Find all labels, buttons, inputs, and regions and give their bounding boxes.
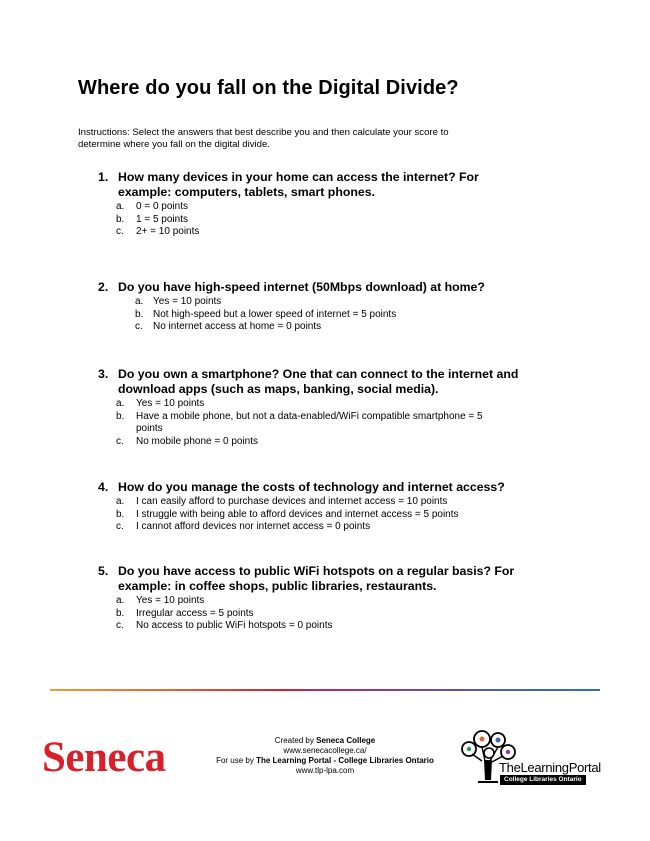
for-use-by-prefix: For use by <box>216 756 257 765</box>
created-by-prefix: Created by <box>274 736 317 745</box>
answer-option[interactable] <box>98 509 568 522</box>
option-letter: c. <box>116 226 124 237</box>
option-letter: b. <box>116 213 125 225</box>
option-text: I can easily afford to purchase devices and internet access = 10 points <box>136 496 448 507</box>
option-text: Irregular access = 5 points <box>136 607 254 619</box>
answer-option[interactable] <box>98 521 568 534</box>
option-text: 2+ = 10 points <box>136 226 200 237</box>
for-use-by-line <box>200 756 450 766</box>
answer-options <box>98 595 568 633</box>
for-use-by-name: The Learning Portal - College Libraries Ontario <box>256 756 434 765</box>
answer-option[interactable] <box>98 296 568 309</box>
answer-option[interactable] <box>98 226 568 239</box>
answer-option[interactable] <box>98 608 568 621</box>
question-4 <box>98 480 568 534</box>
question-number: 2. <box>98 280 109 294</box>
seneca-website[interactable]: www.senecacollege.ca/ <box>283 746 367 755</box>
instructions <box>78 127 558 151</box>
question-5 <box>98 564 568 633</box>
answer-option[interactable] <box>98 398 568 411</box>
option-letter: a. <box>135 296 144 307</box>
option-text: I cannot afford devices nor internet access = 0 points <box>136 521 371 532</box>
answer-option[interactable] <box>98 436 568 449</box>
question-text-line: How many devices in your home can access the internet? For <box>118 170 479 184</box>
question-text-line: example: in coffee shops, public libraries, restaurants. <box>118 579 437 593</box>
option-text: Have a mobile phone, but not a data-enabled/WiFi compatible smartphone = 5 <box>136 410 483 422</box>
answer-option[interactable] <box>98 595 568 608</box>
question-text-line: Do you have access to public WiFi hotspots on a regular basis? For <box>118 564 515 578</box>
option-letter: c. <box>135 321 143 332</box>
question-text-line: example: computers, tablets, smart phones. <box>118 185 375 199</box>
option-text: No internet access at home = 0 points <box>153 321 322 332</box>
option-text: 0 = 0 points <box>136 201 188 212</box>
answer-option[interactable] <box>98 214 568 227</box>
question-heading <box>98 480 568 495</box>
option-letter: b. <box>116 508 125 520</box>
option-letter: a. <box>116 398 125 409</box>
learning-portal-subtitle: College Libraries Ontario <box>500 775 586 785</box>
footer-credits <box>200 736 450 776</box>
learning-portal-wordmark: TheLearningPortal <box>499 760 601 775</box>
created-by-line <box>200 736 450 746</box>
question-number: 4. <box>98 480 109 494</box>
question-2 <box>98 280 568 334</box>
question-text-line: Do you own a smartphone? One that can connect to the internet and <box>118 367 519 381</box>
option-text: points <box>136 423 163 434</box>
option-letter: a. <box>116 496 125 507</box>
instructions-line: Instructions: Select the answers that best describe you and then calculate your score to <box>78 127 449 138</box>
option-text: 1 = 5 points <box>136 213 188 225</box>
answer-option[interactable] <box>98 620 568 633</box>
question-text-line: Do you have high-speed internet (50Mbps download) at home? <box>118 280 485 294</box>
option-letter: b. <box>135 308 144 320</box>
option-text: I struggle with being able to afford devices and internet access = 5 points <box>136 508 459 520</box>
page-title: Where do you fall on the Digital Divide? <box>78 77 459 99</box>
question-number: 1. <box>98 170 109 184</box>
seneca-logo: Seneca <box>42 734 166 781</box>
question-text-line: How do you manage the costs of technology and internet access? <box>118 480 505 494</box>
option-text: No access to public WiFi hotspots = 0 points <box>136 620 333 631</box>
footer-divider <box>50 689 600 691</box>
answer-option[interactable] <box>98 201 568 214</box>
answer-option[interactable] <box>98 496 568 509</box>
option-text: Yes = 10 points <box>136 595 205 606</box>
answer-option[interactable] <box>98 411 568 436</box>
option-letter: c. <box>116 620 124 631</box>
answer-options <box>98 296 568 334</box>
instructions-line: determine where you fall on the digital divide. <box>78 139 270 150</box>
option-letter: a. <box>116 595 125 606</box>
question-heading <box>98 170 568 200</box>
answer-options <box>98 201 568 239</box>
question-heading <box>98 367 568 397</box>
question-heading <box>98 564 568 594</box>
tlp-website[interactable]: www.tlp-lpa.com <box>295 766 355 775</box>
question-text-line: download apps (such as maps, banking, social media). <box>118 382 439 396</box>
option-text: Not high-speed but a lower speed of internet = 5 points <box>153 308 397 320</box>
question-heading <box>98 280 568 295</box>
option-text: Yes = 10 points <box>136 398 205 409</box>
option-letter: b. <box>116 607 125 619</box>
option-letter: a. <box>116 201 125 212</box>
question-number: 3. <box>98 367 109 381</box>
answer-options <box>98 496 568 534</box>
answer-option[interactable] <box>98 321 568 334</box>
question-1 <box>98 170 568 239</box>
option-letter: c. <box>116 521 124 532</box>
option-letter: c. <box>116 435 124 447</box>
question-number: 5. <box>98 564 109 578</box>
answer-option[interactable] <box>98 309 568 322</box>
question-3 <box>98 367 568 448</box>
option-text: No mobile phone = 0 points <box>136 435 259 447</box>
answer-options <box>98 398 568 448</box>
option-letter: b. <box>116 410 125 422</box>
option-text: Yes = 10 points <box>153 296 222 307</box>
created-by-name: Seneca College <box>316 736 376 745</box>
